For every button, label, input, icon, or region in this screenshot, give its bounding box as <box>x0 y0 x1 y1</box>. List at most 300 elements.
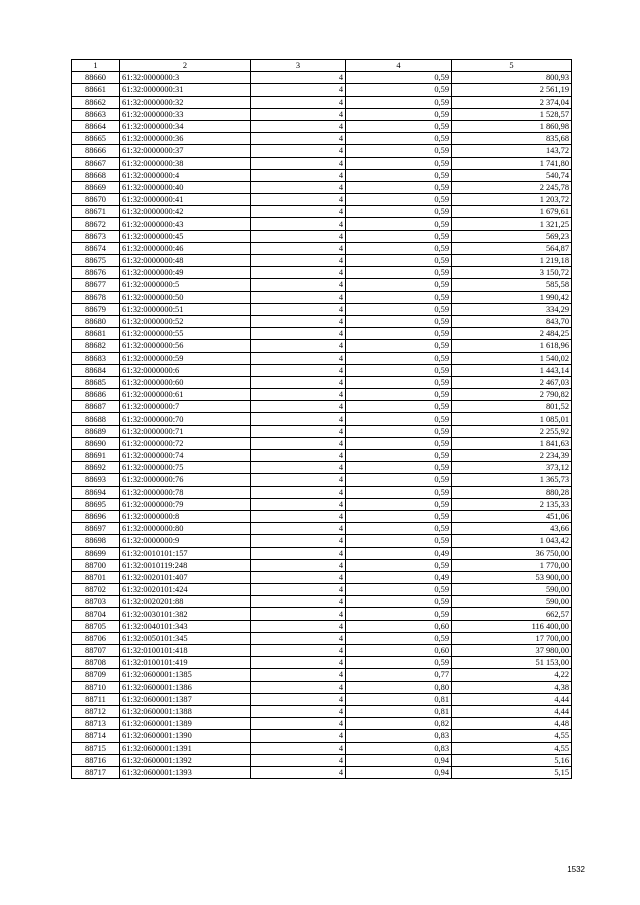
code-cell: 4 <box>251 120 346 132</box>
table-row <box>72 681 572 693</box>
column-header-3: 3 <box>251 60 346 72</box>
value-cell: 1 860,98 <box>452 120 572 132</box>
row-number-cell: 88712 <box>72 705 120 717</box>
code-cell: 4 <box>251 133 346 145</box>
code-cell: 4 <box>251 437 346 449</box>
rate-cell: 0,59 <box>346 96 452 108</box>
row-number-cell: 88671 <box>72 206 120 218</box>
value-cell: 564,87 <box>452 242 572 254</box>
cadastral-number-cell: 61:32:0040101:343 <box>120 620 251 632</box>
rate-cell: 0,59 <box>346 255 452 267</box>
table-row <box>72 218 572 230</box>
value-cell: 1 321,25 <box>452 218 572 230</box>
rate-cell: 0,49 <box>346 571 452 583</box>
row-number-cell: 88694 <box>72 486 120 498</box>
header-row <box>72 60 572 72</box>
row-number-cell: 88703 <box>72 596 120 608</box>
rate-cell: 0,83 <box>346 730 452 742</box>
row-number-cell: 88685 <box>72 376 120 388</box>
cadastral-number-cell: 61:32:0000000:46 <box>120 242 251 254</box>
table-row <box>72 291 572 303</box>
row-number-cell: 88665 <box>72 133 120 145</box>
row-number-cell: 88705 <box>72 620 120 632</box>
table-row <box>72 730 572 742</box>
rate-cell: 0,59 <box>346 389 452 401</box>
row-number-cell: 88661 <box>72 84 120 96</box>
cadastral-number-cell: 61:32:0000000:55 <box>120 328 251 340</box>
cadastral-number-cell: 61:32:0000000:72 <box>120 437 251 449</box>
code-cell: 4 <box>251 267 346 279</box>
cadastral-number-cell: 61:32:0600001:1388 <box>120 705 251 717</box>
rate-cell: 0,59 <box>346 437 452 449</box>
rate-cell: 0,59 <box>346 145 452 157</box>
row-number-cell: 88686 <box>72 389 120 401</box>
table-row <box>72 230 572 242</box>
value-cell: 880,28 <box>452 486 572 498</box>
code-cell: 4 <box>251 401 346 413</box>
code-cell: 4 <box>251 498 346 510</box>
code-cell: 4 <box>251 474 346 486</box>
rate-cell: 0,59 <box>346 352 452 364</box>
rate-cell: 0,59 <box>346 206 452 218</box>
row-number-cell: 88681 <box>72 328 120 340</box>
code-cell: 4 <box>251 596 346 608</box>
cadastral-number-cell: 61:32:0600001:1393 <box>120 766 251 778</box>
row-number-cell: 88664 <box>72 120 120 132</box>
value-cell: 1 679,61 <box>452 206 572 218</box>
value-cell: 2 135,33 <box>452 498 572 510</box>
row-number-cell: 88683 <box>72 352 120 364</box>
rate-cell: 0,59 <box>346 632 452 644</box>
table-row <box>72 108 572 120</box>
column-header-2: 2 <box>120 60 251 72</box>
code-cell: 4 <box>251 181 346 193</box>
row-number-cell: 88696 <box>72 510 120 522</box>
code-cell: 4 <box>251 206 346 218</box>
cadastral-number-cell: 61:32:0000000:59 <box>120 352 251 364</box>
rate-cell: 0,59 <box>346 425 452 437</box>
cadastral-number-cell: 61:32:0000000:48 <box>120 255 251 267</box>
cadastral-number-cell: 61:32:0000000:33 <box>120 108 251 120</box>
row-number-cell: 88690 <box>72 437 120 449</box>
code-cell: 4 <box>251 425 346 437</box>
row-number-cell: 88699 <box>72 547 120 559</box>
rate-cell: 0,59 <box>346 242 452 254</box>
cadastral-number-cell: 61:32:0000000:43 <box>120 218 251 230</box>
value-cell: 1 085,01 <box>452 413 572 425</box>
table-row <box>72 145 572 157</box>
table-row <box>72 632 572 644</box>
table-row <box>72 303 572 315</box>
rate-cell: 0,59 <box>346 303 452 315</box>
code-cell: 4 <box>251 242 346 254</box>
rate-cell: 0,59 <box>346 230 452 242</box>
table-row <box>72 510 572 522</box>
code-cell: 4 <box>251 632 346 644</box>
cadastral-number-cell: 61:32:0000000:56 <box>120 340 251 352</box>
table-row <box>72 133 572 145</box>
code-cell: 4 <box>251 705 346 717</box>
cadastral-number-cell: 61:32:0000000:60 <box>120 376 251 388</box>
table-row <box>72 535 572 547</box>
code-cell: 4 <box>251 303 346 315</box>
value-cell: 451,06 <box>452 510 572 522</box>
code-cell: 4 <box>251 559 346 571</box>
table-row <box>72 389 572 401</box>
code-cell: 4 <box>251 645 346 657</box>
cadastral-number-cell: 61:32:0000000:6 <box>120 364 251 376</box>
table-row <box>72 194 572 206</box>
code-cell: 4 <box>251 766 346 778</box>
code-cell: 4 <box>251 108 346 120</box>
table-row <box>72 328 572 340</box>
rate-cell: 0,59 <box>346 450 452 462</box>
table-row <box>72 693 572 705</box>
cadastral-number-cell: 61:32:0000000:80 <box>120 523 251 535</box>
rate-cell: 0,49 <box>346 547 452 559</box>
table-row <box>72 169 572 181</box>
rate-cell: 0,59 <box>346 133 452 145</box>
value-cell: 4,22 <box>452 669 572 681</box>
code-cell: 4 <box>251 462 346 474</box>
code-cell: 4 <box>251 523 346 535</box>
table-row <box>72 72 572 84</box>
code-cell: 4 <box>251 328 346 340</box>
column-header-1: 1 <box>72 60 120 72</box>
rate-cell: 0,59 <box>346 169 452 181</box>
table-row <box>72 559 572 571</box>
column-header-5: 5 <box>452 60 572 72</box>
table-row <box>72 437 572 449</box>
cadastral-number-cell: 61:32:0600001:1392 <box>120 754 251 766</box>
code-cell: 4 <box>251 754 346 766</box>
row-number-cell: 88693 <box>72 474 120 486</box>
cadastral-number-cell: 61:32:0000000:36 <box>120 133 251 145</box>
cadastral-number-cell: 61:32:0600001:1390 <box>120 730 251 742</box>
value-cell: 2 245,78 <box>452 181 572 193</box>
code-cell: 4 <box>251 547 346 559</box>
value-cell: 1 841,63 <box>452 437 572 449</box>
value-cell: 2 467,03 <box>452 376 572 388</box>
value-cell: 1 043,42 <box>452 535 572 547</box>
table-row <box>72 84 572 96</box>
row-number-cell: 88678 <box>72 291 120 303</box>
row-number-cell: 88684 <box>72 364 120 376</box>
code-cell: 4 <box>251 510 346 522</box>
cadastral-number-cell: 61:32:0000000:71 <box>120 425 251 437</box>
table-row <box>72 96 572 108</box>
value-cell: 585,58 <box>452 279 572 291</box>
cadastral-number-cell: 61:32:0000000:9 <box>120 535 251 547</box>
cadastral-number-cell: 61:32:0000000:75 <box>120 462 251 474</box>
code-cell: 4 <box>251 571 346 583</box>
rate-cell: 0,59 <box>346 559 452 571</box>
row-number-cell: 88698 <box>72 535 120 547</box>
cadastral-number-cell: 61:32:0000000:42 <box>120 206 251 218</box>
row-number-cell: 88662 <box>72 96 120 108</box>
cadastral-number-cell: 61:32:0000000:74 <box>120 450 251 462</box>
rate-cell: 0,81 <box>346 693 452 705</box>
table-row <box>72 766 572 778</box>
row-number-cell: 88689 <box>72 425 120 437</box>
value-cell: 1 528,57 <box>452 108 572 120</box>
row-number-cell: 88692 <box>72 462 120 474</box>
rate-cell: 0,59 <box>346 364 452 376</box>
cadastral-number-cell: 61:32:0000000:34 <box>120 120 251 132</box>
table-row <box>72 364 572 376</box>
rate-cell: 0,59 <box>346 523 452 535</box>
value-cell: 590,00 <box>452 584 572 596</box>
rate-cell: 0,59 <box>346 72 452 84</box>
row-number-cell: 88667 <box>72 157 120 169</box>
rate-cell: 0,59 <box>346 157 452 169</box>
code-cell: 4 <box>251 96 346 108</box>
code-cell: 4 <box>251 255 346 267</box>
value-cell: 540,74 <box>452 169 572 181</box>
value-cell: 1 203,72 <box>452 194 572 206</box>
table-row <box>72 206 572 218</box>
code-cell: 4 <box>251 72 346 84</box>
value-cell: 4,38 <box>452 681 572 693</box>
table-row <box>72 340 572 352</box>
cadastral-number-cell: 61:32:0000000:5 <box>120 279 251 291</box>
value-cell: 2 484,25 <box>452 328 572 340</box>
row-number-cell: 88668 <box>72 169 120 181</box>
rate-cell: 0,59 <box>346 84 452 96</box>
row-number-cell: 88715 <box>72 742 120 754</box>
table-row <box>72 376 572 388</box>
rate-cell: 0,59 <box>346 413 452 425</box>
value-cell: 51 153,00 <box>452 657 572 669</box>
value-cell: 36 750,00 <box>452 547 572 559</box>
row-number-cell: 88701 <box>72 571 120 583</box>
code-cell: 4 <box>251 84 346 96</box>
rate-cell: 0,59 <box>346 279 452 291</box>
cadastral-number-cell: 61:32:0000000:31 <box>120 84 251 96</box>
table-row <box>72 547 572 559</box>
row-number-cell: 88713 <box>72 718 120 730</box>
rate-cell: 0,59 <box>346 291 452 303</box>
rate-cell: 0,59 <box>346 218 452 230</box>
rate-cell: 0,94 <box>346 754 452 766</box>
code-cell: 4 <box>251 657 346 669</box>
code-cell: 4 <box>251 730 346 742</box>
value-cell: 334,29 <box>452 303 572 315</box>
cadastral-number-cell: 61:32:0600001:1385 <box>120 669 251 681</box>
cadastral-number-cell: 61:32:0000000:51 <box>120 303 251 315</box>
table-row <box>72 584 572 596</box>
table-body <box>72 72 572 779</box>
code-cell: 4 <box>251 364 346 376</box>
value-cell: 37 980,00 <box>452 645 572 657</box>
value-cell: 2 255,92 <box>452 425 572 437</box>
table-row <box>72 742 572 754</box>
rate-cell: 0,59 <box>346 584 452 596</box>
code-cell: 4 <box>251 194 346 206</box>
table-row <box>72 279 572 291</box>
row-number-cell: 88680 <box>72 315 120 327</box>
cadastral-number-cell: 61:32:0600001:1386 <box>120 681 251 693</box>
table-row <box>72 181 572 193</box>
row-number-cell: 88674 <box>72 242 120 254</box>
value-cell: 1 540,02 <box>452 352 572 364</box>
code-cell: 4 <box>251 608 346 620</box>
value-cell: 1 365,73 <box>452 474 572 486</box>
table-row <box>72 267 572 279</box>
rate-cell: 0,83 <box>346 742 452 754</box>
rate-cell: 0,59 <box>346 462 452 474</box>
cadastral-number-cell: 61:32:0030101:382 <box>120 608 251 620</box>
row-number-cell: 88700 <box>72 559 120 571</box>
value-cell: 4,55 <box>452 742 572 754</box>
table-row <box>72 718 572 730</box>
cadastral-number-cell: 61:32:0000000:40 <box>120 181 251 193</box>
value-cell: 1 618,96 <box>452 340 572 352</box>
code-cell: 4 <box>251 315 346 327</box>
cadastral-number-cell: 61:32:0000000:8 <box>120 510 251 522</box>
row-number-cell: 88697 <box>72 523 120 535</box>
value-cell: 17 700,00 <box>452 632 572 644</box>
code-cell: 4 <box>251 693 346 705</box>
cadastral-number-cell: 61:32:0000000:50 <box>120 291 251 303</box>
rate-cell: 0,60 <box>346 645 452 657</box>
row-number-cell: 88714 <box>72 730 120 742</box>
cadastral-number-cell: 61:32:0000000:76 <box>120 474 251 486</box>
cadastral-number-cell: 61:32:0000000:78 <box>120 486 251 498</box>
row-number-cell: 88707 <box>72 645 120 657</box>
row-number-cell: 88695 <box>72 498 120 510</box>
cadastral-number-cell: 61:32:0000000:70 <box>120 413 251 425</box>
row-number-cell: 88688 <box>72 413 120 425</box>
table-row <box>72 352 572 364</box>
rate-cell: 0,82 <box>346 718 452 730</box>
cadastral-number-cell: 61:32:0020101:407 <box>120 571 251 583</box>
cadastral-number-cell: 61:32:0010119:248 <box>120 559 251 571</box>
table-row <box>72 486 572 498</box>
rate-cell: 0,59 <box>346 340 452 352</box>
value-cell: 4,48 <box>452 718 572 730</box>
value-cell: 4,44 <box>452 705 572 717</box>
code-cell: 4 <box>251 291 346 303</box>
value-cell: 143,72 <box>452 145 572 157</box>
rate-cell: 0,59 <box>346 181 452 193</box>
table-row <box>72 157 572 169</box>
value-cell: 843,70 <box>452 315 572 327</box>
cadastral-number-cell: 61:32:0000000:3 <box>120 72 251 84</box>
rate-cell: 0,59 <box>346 535 452 547</box>
rate-cell: 0,59 <box>346 474 452 486</box>
table-row <box>72 645 572 657</box>
code-cell: 4 <box>251 279 346 291</box>
cadastral-number-cell: 61:32:0100101:419 <box>120 657 251 669</box>
table-row <box>72 401 572 413</box>
rate-cell: 0,81 <box>346 705 452 717</box>
code-cell: 4 <box>251 413 346 425</box>
code-cell: 4 <box>251 169 346 181</box>
table-row <box>72 523 572 535</box>
row-number-cell: 88687 <box>72 401 120 413</box>
value-cell: 569,23 <box>452 230 572 242</box>
table-row <box>72 571 572 583</box>
code-cell: 4 <box>251 352 346 364</box>
rate-cell: 0,59 <box>346 108 452 120</box>
data-table <box>71 59 572 779</box>
value-cell: 1 990,42 <box>452 291 572 303</box>
cadastral-number-cell: 61:32:0000000:38 <box>120 157 251 169</box>
code-cell: 4 <box>251 486 346 498</box>
cadastral-number-cell: 61:32:0600001:1389 <box>120 718 251 730</box>
row-number-cell: 88669 <box>72 181 120 193</box>
rate-cell: 0,60 <box>346 620 452 632</box>
cadastral-number-cell: 61:32:0000000:7 <box>120 401 251 413</box>
table-row <box>72 498 572 510</box>
cadastral-number-cell: 61:32:0000000:52 <box>120 315 251 327</box>
table-row <box>72 462 572 474</box>
cadastral-number-cell: 61:32:0020201:88 <box>120 596 251 608</box>
value-cell: 5,16 <box>452 754 572 766</box>
code-cell: 4 <box>251 535 346 547</box>
row-number-cell: 88709 <box>72 669 120 681</box>
cadastral-number-cell: 61:32:0000000:61 <box>120 389 251 401</box>
row-number-cell: 88676 <box>72 267 120 279</box>
value-cell: 1 741,80 <box>452 157 572 169</box>
row-number-cell: 88706 <box>72 632 120 644</box>
rate-cell: 0,94 <box>346 766 452 778</box>
code-cell: 4 <box>251 620 346 632</box>
value-cell: 2 234,39 <box>452 450 572 462</box>
row-number-cell: 88672 <box>72 218 120 230</box>
row-number-cell: 88702 <box>72 584 120 596</box>
table-row <box>72 596 572 608</box>
table-header <box>72 60 572 72</box>
column-header-4: 4 <box>346 60 452 72</box>
row-number-cell: 88682 <box>72 340 120 352</box>
code-cell: 4 <box>251 681 346 693</box>
value-cell: 373,12 <box>452 462 572 474</box>
table-row <box>72 120 572 132</box>
cadastral-number-cell: 61:32:0000000:49 <box>120 267 251 279</box>
cadastral-number-cell: 61:32:0000000:79 <box>120 498 251 510</box>
table-row <box>72 474 572 486</box>
code-cell: 4 <box>251 742 346 754</box>
cadastral-number-cell: 61:32:0000000:37 <box>120 145 251 157</box>
code-cell: 4 <box>251 376 346 388</box>
code-cell: 4 <box>251 584 346 596</box>
table-row <box>72 608 572 620</box>
value-cell: 116 400,00 <box>452 620 572 632</box>
rate-cell: 0,59 <box>346 120 452 132</box>
row-number-cell: 88711 <box>72 693 120 705</box>
value-cell: 43,66 <box>452 523 572 535</box>
row-number-cell: 88716 <box>72 754 120 766</box>
cadastral-number-cell: 61:32:0600001:1391 <box>120 742 251 754</box>
value-cell: 801,52 <box>452 401 572 413</box>
rate-cell: 0,59 <box>346 401 452 413</box>
row-number-cell: 88660 <box>72 72 120 84</box>
code-cell: 4 <box>251 389 346 401</box>
row-number-cell: 88708 <box>72 657 120 669</box>
value-cell: 590,00 <box>452 596 572 608</box>
code-cell: 4 <box>251 157 346 169</box>
rate-cell: 0,80 <box>346 681 452 693</box>
table-row <box>72 255 572 267</box>
code-cell: 4 <box>251 340 346 352</box>
rate-cell: 0,59 <box>346 608 452 620</box>
value-cell: 3 150,72 <box>452 267 572 279</box>
rate-cell: 0,77 <box>346 669 452 681</box>
row-number-cell: 88675 <box>72 255 120 267</box>
code-cell: 4 <box>251 218 346 230</box>
